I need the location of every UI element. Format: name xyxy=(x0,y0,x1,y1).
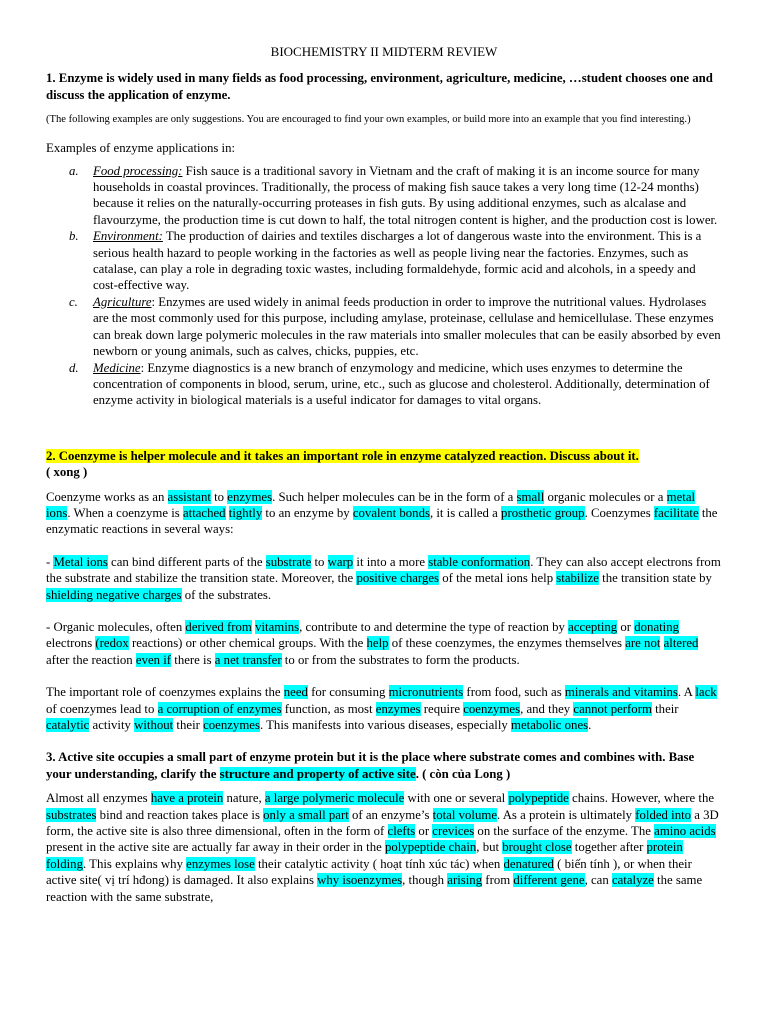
text-run: to an enzyme by xyxy=(262,505,353,520)
examples-lead: Examples of enzyme applications in: xyxy=(46,141,236,156)
text-run: can bind different parts of the xyxy=(107,554,266,569)
text-run: there is xyxy=(171,652,215,667)
highlighted-phrase: enzymes xyxy=(227,489,273,504)
example-marker: d. xyxy=(69,360,79,375)
question-2 xyxy=(46,448,722,481)
text-run: require xyxy=(420,701,464,716)
highlighted-phrase: derived from xyxy=(185,619,252,634)
answer-paragraph xyxy=(46,619,722,668)
text-run: the transition state by xyxy=(598,571,712,586)
question-3 xyxy=(46,749,722,782)
text-run: from xyxy=(482,873,514,888)
text-run: the same reaction with the same substrate, xyxy=(46,873,703,904)
answer-paragraph xyxy=(46,554,722,603)
highlighted-phrase: enzymes lose xyxy=(186,856,255,871)
highlighted-phrase: donating xyxy=(634,619,680,634)
highlighted-phrase: a net transfer xyxy=(214,652,282,667)
highlighted-phrase: metabolic ones xyxy=(511,718,589,732)
text-run: , but xyxy=(476,840,503,855)
highlighted-phrase: have a protein xyxy=(150,791,224,806)
highlighted-phrase: micronutrients xyxy=(388,685,464,700)
examples-list xyxy=(46,163,722,409)
highlighted-phrase: lack xyxy=(695,685,717,700)
example-marker: a. xyxy=(69,163,79,178)
highlighted-phrase: accepting xyxy=(568,619,618,634)
highlighted-phrase: folded into xyxy=(635,807,692,822)
text-run: - xyxy=(46,554,54,569)
question-2-answer xyxy=(46,489,722,734)
example-topic: Medicine xyxy=(93,360,141,375)
highlighted-phrase: polypeptide chain xyxy=(384,840,477,855)
text-run: their xyxy=(651,701,679,716)
text-run: . When a coenzyme is xyxy=(67,505,183,520)
text-run: . xyxy=(588,718,592,732)
example-text: : Enzyme diagnostics is a new branch of enzymology and medicine, which uses enzymes to determine the concentration of components in blood, serum, urine, etc., such as glucose and cholesterol. Additionally, determination of enzyme activity in biological materials is a useful indicator for damages to vital organs. xyxy=(93,360,710,408)
highlighted-phrase: substrates xyxy=(46,807,97,822)
text-run: . A xyxy=(677,685,696,700)
highlighted-phrase: only a small part xyxy=(263,807,349,822)
text-run: from food, such as xyxy=(463,685,565,700)
highlighted-phrase: polypeptide xyxy=(508,791,569,806)
example-environment xyxy=(69,228,722,294)
text-run: activity xyxy=(89,718,135,732)
text-run: - Organic molecules, often xyxy=(46,619,186,634)
highlighted-phrase: total volume xyxy=(432,807,497,822)
example-text: : Enzymes are used widely in animal feeds production in order to improve the nutritional values. Hydrolases are the most commonly used for this purpose, including amylase, proteinase, cellulase and hemicellulase. These enzymes can break down large polymeric molecules in the raw materials into smaller molecules that can be easily absorbed by even newborn or young animals, such as calves, chicks, puppies, etc. xyxy=(93,294,721,359)
highlighted-phrase: crevices xyxy=(432,824,475,839)
question-1-note: (The following examples are only suggestions. You are encouraged to find your own examples, or build more into an example that you find interesting.) xyxy=(46,114,691,126)
text-run: electrons xyxy=(46,636,96,651)
highlighted-phrase: amino acids xyxy=(654,824,716,839)
question-3-answer-paragraph xyxy=(46,790,722,905)
text-run: . Coenzymes xyxy=(584,505,654,520)
highlighted-phrase: catalytic xyxy=(46,718,90,732)
text-run: or xyxy=(415,824,433,839)
text-run: , and they xyxy=(520,701,574,716)
example-marker: b. xyxy=(69,229,79,244)
text-run: , can xyxy=(584,873,612,888)
text-run: their catalytic activity ( hoạt tính xúc tác) when xyxy=(254,856,504,871)
highlighted-phrase: denatured xyxy=(503,856,554,871)
highlighted-phrase: why isoenzymes xyxy=(317,873,403,888)
text-run: 3. Active site occupies a small part of enzyme protein but it is the place where substrate comes and combines with. Base your understanding, clarify the xyxy=(46,750,695,781)
answer-paragraph xyxy=(46,489,722,538)
highlighted-phrase: structure and property of active site xyxy=(219,766,416,781)
highlighted-phrase: cannot perform xyxy=(573,701,652,716)
highlighted-phrase: assistant xyxy=(167,489,211,504)
highlighted-phrase: (redox xyxy=(95,636,129,651)
text-run: , it is called a xyxy=(429,505,502,520)
highlighted-phrase: attached xyxy=(182,505,226,520)
text-run: with one or several xyxy=(404,791,509,806)
highlighted-phrase: altered xyxy=(663,636,699,651)
text-run: of coenzymes lead to xyxy=(46,701,158,716)
text-run: . ( còn của Long ) xyxy=(415,766,511,781)
text-run: reactions) or other chemical groups. With the xyxy=(128,636,367,651)
highlighted-phrase: stabilize xyxy=(556,571,599,586)
text-run: a 3D form, the active site is also three dimensional, often in the form of xyxy=(46,807,719,839)
highlighted-phrase: stable conformation xyxy=(428,554,531,569)
text-run: to xyxy=(311,554,328,569)
text-run: . This manifests into various diseases, especially xyxy=(259,718,511,732)
answer-paragraph xyxy=(46,684,722,733)
text-run: . Such helper molecules can be in the form of a xyxy=(272,489,517,504)
highlighted-phrase: small xyxy=(516,489,545,504)
question-2-suffix: ( xong ) xyxy=(46,465,88,480)
highlighted-phrase: shielding negative charges xyxy=(46,587,182,602)
highlighted-phrase: Metal ions xyxy=(53,554,108,569)
highlighted-phrase: even if xyxy=(135,652,172,667)
example-text: The production of dairies and textiles discharges a lot of dangerous waste into the environment. This is a serious health hazard to people working in the factories as well as people living near the factories. Enzymes, such as catalase, can play a role in degrading toxic wastes, including formaldehyde, formic acid and alcohols, in a speedy and cost-effective way. xyxy=(93,229,702,293)
highlighted-phrase: covalent bonds xyxy=(352,505,430,520)
text-run: it into a more xyxy=(353,554,429,569)
highlighted-phrase: ions xyxy=(46,505,68,520)
highlighted-phrase: help xyxy=(366,636,389,651)
highlighted-phrase: substrate xyxy=(265,554,312,569)
example-medicine xyxy=(69,360,722,409)
text-run: for consuming xyxy=(307,685,389,700)
text-run: . They can also accept electrons from the substrate and stabilize the transition state. Moreover, the xyxy=(46,554,721,586)
text-run: , contribute to and determine the type of reaction by xyxy=(299,619,569,634)
text-run: Coenzyme works as an xyxy=(46,489,168,504)
highlighted-phrase: need xyxy=(283,685,308,700)
highlighted-phrase: a large polymeric molecule xyxy=(264,791,405,806)
highlighted-phrase: brought close xyxy=(502,840,572,855)
text-run: organic molecules or a xyxy=(544,489,667,504)
text-run: together after xyxy=(571,840,647,855)
text-run: after the reaction xyxy=(46,652,136,667)
highlighted-phrase: positive charges xyxy=(356,571,440,586)
question-2-text: 2. Coenzyme is helper molecule and it takes an important role in enzyme catalyzed reaction. Discuss about it. xyxy=(46,448,639,463)
text-run: bind and reaction takes place is xyxy=(96,807,264,822)
example-agriculture xyxy=(69,294,722,360)
highlighted-phrase: minerals and vitamins xyxy=(564,685,678,700)
highlighted-phrase: clefts xyxy=(387,824,416,839)
highlighted-phrase: without xyxy=(134,718,174,732)
example-text: Fish sauce is a traditional savory in Vietnam and the craft of making it is an income source for many households in coastal provinces. Traditionally, the process of making fish sauce takes a very long time (12-24 months) because it relies on the naturally-occurring proteases in fish guts. By using additional enzymes, such as alcalase and flavourzyme, the production time is cut down to half, the total nitrogen content is higher, and the production cost is lower. xyxy=(93,163,718,227)
text-run: the enzymatic reactions in several ways: xyxy=(46,505,718,537)
highlighted-phrase: facilitate xyxy=(653,505,699,520)
text-run: on the surface of the enzyme. The xyxy=(474,824,655,839)
highlighted-phrase: protein folding xyxy=(46,840,683,871)
highlighted-phrase: a corruption of enzymes xyxy=(157,701,282,716)
example-food-processing xyxy=(69,163,722,229)
highlighted-phrase: different gene xyxy=(513,873,585,888)
text-run: , though xyxy=(402,873,448,888)
text-run: function, as most xyxy=(281,701,376,716)
text-run: . This explains why xyxy=(82,856,187,871)
question-1: 1. Enzyme is widely used in many fields as food processing, environment, agriculture, medicine, …student chooses one and discuss the application of enzyme. xyxy=(46,71,713,102)
highlighted-phrase: enzymes xyxy=(375,701,421,716)
text-run: chains. However, where the xyxy=(568,791,715,806)
text-run: of these coenzymes, the enzymes themselves xyxy=(388,636,626,651)
text-run: of an enzyme’s xyxy=(348,807,433,822)
highlighted-phrase: vitamins xyxy=(255,619,300,634)
text-run: . As a protein is ultimately xyxy=(497,807,636,822)
text-run: of the substrates. xyxy=(181,587,272,602)
highlighted-phrase: catalyze xyxy=(611,873,654,888)
text-run: to or from the substrates to form the products. xyxy=(281,652,520,667)
text-run: nature, xyxy=(223,791,265,806)
text-run: present in the active site are actually far away in their order in the xyxy=(46,840,385,855)
text-run: to xyxy=(210,489,228,504)
example-topic: Agriculture xyxy=(93,294,152,309)
highlighted-phrase: warp xyxy=(327,554,354,569)
text-run: or xyxy=(617,619,635,634)
text-run: ( biến tính ), or when their active site( vị trí hđong) is damaged. It also explains xyxy=(46,856,692,888)
text-run: The important role of coenzymes explains the xyxy=(46,685,284,700)
example-topic: Food processing: xyxy=(93,163,183,178)
highlighted-phrase: arising xyxy=(447,873,483,888)
highlighted-phrase: tightly xyxy=(228,505,263,520)
example-marker: c. xyxy=(69,294,78,309)
question-3-text xyxy=(46,750,694,780)
document-title: BIOCHEMISTRY II MIDTERM REVIEW xyxy=(270,44,498,59)
highlighted-phrase: coenzymes xyxy=(203,718,260,732)
text-run: of the metal ions help xyxy=(439,571,557,586)
example-topic: Environment: xyxy=(93,229,163,244)
text-run: Almost all enzymes xyxy=(46,791,151,806)
text-run: their xyxy=(173,718,204,732)
highlighted-phrase: are not xyxy=(625,636,661,651)
document-page xyxy=(46,44,722,905)
highlighted-phrase: metal xyxy=(666,489,696,504)
highlighted-phrase: prosthetic group xyxy=(501,505,585,520)
highlighted-phrase: coenzymes xyxy=(463,701,521,716)
